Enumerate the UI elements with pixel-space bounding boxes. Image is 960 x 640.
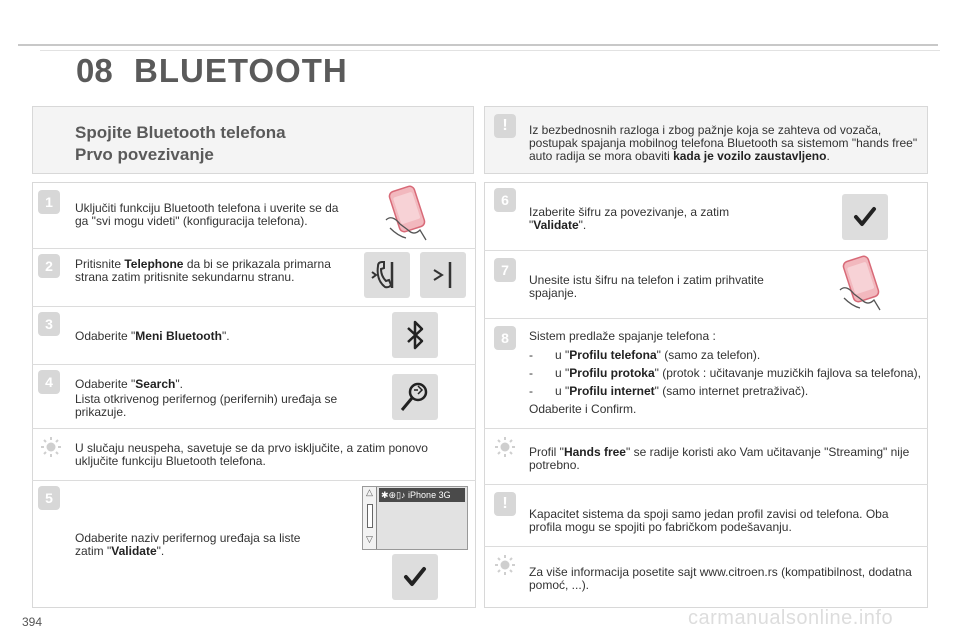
divider <box>32 306 476 307</box>
phone-hand-icon <box>380 184 440 246</box>
step-7-text: Unesite istu šifru na telefon i zatim prihvatite spajanje. <box>529 273 764 300</box>
divider <box>32 428 476 429</box>
step-number: 8 <box>494 326 516 350</box>
divider <box>32 248 476 249</box>
search-device-icon <box>392 374 438 420</box>
divider <box>32 364 476 365</box>
divider <box>484 484 928 485</box>
phone-hand-icon <box>834 254 894 316</box>
more-info-tip: Za više informacija posetite sajt www.citroen.rs (kompatibilnost, dodatna pomoć, ...). <box>529 565 912 592</box>
tip-icon <box>494 554 516 576</box>
header-rule-secondary <box>40 50 940 51</box>
step-number: 6 <box>494 188 516 212</box>
warning-icon: ! <box>494 492 516 516</box>
profile-option: - u "Profilu protoka" (protok : učitavanje muzičkih fajlova sa telefona), <box>529 367 921 380</box>
bluetooth-icon <box>392 312 438 358</box>
device-list-screen: △ ▽ ✱⊕▯♪ iPhone 3G <box>362 486 468 550</box>
validate-check-icon <box>392 554 438 600</box>
step-2-text: Pritisnite Telephone da bi se prikazala primarna strana zatim pritisnite sekundarnu stranu. <box>75 257 331 284</box>
divider <box>484 250 928 251</box>
step-number: 2 <box>38 254 60 278</box>
phone-button-icon <box>364 252 410 298</box>
divider <box>484 428 928 429</box>
divider <box>484 546 928 547</box>
step-1-text: Uključiti funkciju Bluetooth telefona i uverite se da ga "svi mogu videti" (konfiguracija telefona). <box>75 201 339 228</box>
section-subtitle: Prvo povezivanje <box>75 145 214 164</box>
tip-text: U slučaju neuspeha, savetuje se da prvo isključite, a zatim ponovo uključite funkciju Bluetooth telefona. <box>75 441 428 468</box>
step-number: 4 <box>38 370 60 394</box>
header-rule <box>18 44 938 46</box>
warning-icon: ! <box>494 114 516 138</box>
step-number: 3 <box>38 312 60 336</box>
divider <box>32 480 476 481</box>
device-name: iPhone 3G <box>408 490 451 500</box>
page-number: 394 <box>22 615 43 629</box>
tip-icon <box>494 436 516 458</box>
capacity-warning: Kapacitet sistema da spoji samo jedan profil zavisi od telefona. Oba profila mogu se spojiti po fabričkom podešavanju. <box>529 507 889 534</box>
profile-option: - u "Profilu internet" (samo internet pretraživač). <box>529 385 921 398</box>
step-number: 7 <box>494 258 516 282</box>
tip-icon <box>40 436 62 458</box>
chapter-number: 08 <box>76 52 113 89</box>
validate-check-icon <box>842 194 888 240</box>
profile-option: - u "Profilu telefona" (samo za telefon). <box>529 349 921 362</box>
step-4-text: Odaberite "Search". Lista otkrivenog perifernog (perifernih) uređaja se prikazuje. <box>75 377 338 419</box>
watermark: carmanualsonline.info <box>688 607 894 629</box>
step-8-text: Sistem predlaže spajanje telefona : - u "Profilu telefona" (samo za telefon). - u "Profilu protoka" (protok : učitavanje muzičkih fajlova sa telefona), - u "Profilu internet" (samo internet pretraživač). Odaberite i Confirm. <box>529 330 921 416</box>
step-number: 5 <box>38 486 60 510</box>
divider <box>484 318 928 319</box>
step-3-text: Odaberite "Meni Bluetooth". <box>75 329 230 343</box>
step-6-text: Izaberite šifru za povezivanje, a zatim "Validate". <box>529 205 730 232</box>
hands-free-tip: Profil "Hands free" se radije koristi ako Vam učitavanje "Streaming" nije potrebno. <box>529 445 910 472</box>
chapter-title: BLUETOOTH <box>134 52 348 89</box>
warning-text: Iz bezbednosnih razloga i zbog pažnje koja se zahteva od vozača, postupak spajanja mobilnog telefona Bluetooth sa sistemom "hands free" auto radija se mora obaviti kada je vozilo zaustavljeno. <box>529 123 918 163</box>
step-number: 1 <box>38 190 60 214</box>
step-5-text: Odaberite naziv perifernog uređaja sa liste zatim "Validate". <box>75 531 301 558</box>
section-title-box <box>32 106 474 174</box>
secondary-page-icon <box>420 252 466 298</box>
section-title: Spojite Bluetooth telefona <box>75 123 286 142</box>
